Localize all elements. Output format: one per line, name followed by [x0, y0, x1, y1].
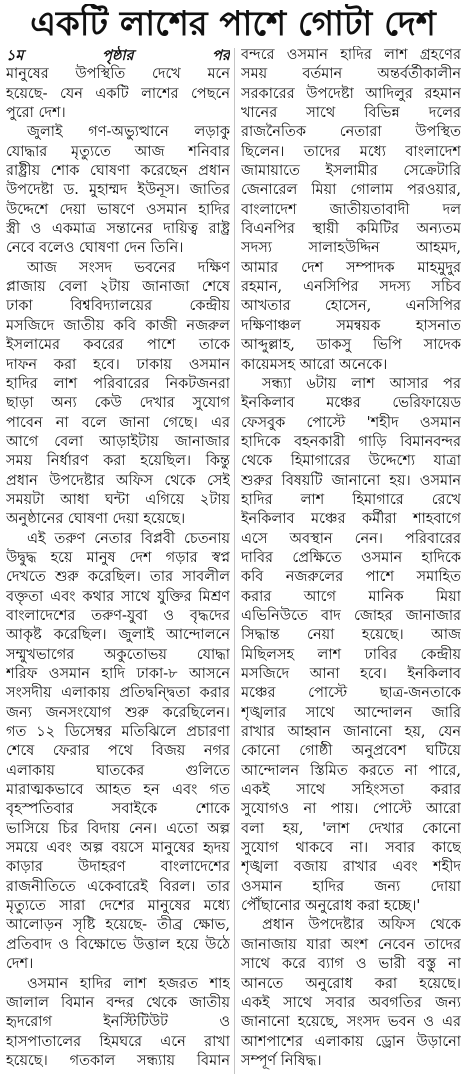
text-line-text: দেশ। — [6, 956, 34, 973]
text-line — [241, 259, 461, 278]
text-line-text: আমার দেশ সম্পাদক মাহমুদুর — [241, 259, 461, 276]
text-line-text: ঢাকা বিশ্ববিদ্যালয়ের কেন্দ্রীয় — [6, 298, 230, 315]
text-line — [241, 414, 461, 433]
text-line-text: আব্দুল্লাহ, ডাকসু ভিপি সাদেক — [241, 337, 461, 354]
text-line-text: কোনো গোষ্ঠী অনুপ্রবেশ ঘটিয়ে — [241, 743, 461, 760]
text-line — [6, 143, 230, 162]
text-line — [241, 646, 461, 665]
text-line-text: এভিনিউতে বাদ জোহর জানাজার — [241, 607, 461, 624]
text-line — [6, 201, 230, 220]
text-line — [6, 104, 230, 123]
text-line-text: মঞ্চের পোস্টে ছাত্র-জনতাকে — [241, 685, 461, 702]
text-line — [6, 220, 230, 239]
text-line — [6, 800, 230, 819]
text-line — [6, 433, 230, 452]
text-line — [6, 530, 230, 549]
text-line — [241, 781, 461, 800]
text-line-text: উপদেষ্টা ড. মুহাম্মদ ইউনূস। জাতির — [6, 182, 230, 199]
text-line — [241, 65, 461, 84]
text-line — [241, 433, 461, 452]
text-line — [6, 375, 230, 394]
text-line-text: সন্ধ্যা ৬টায় লাশ আসার পর — [262, 375, 461, 392]
text-line-text: ইনকিলাব মঞ্চের ভেরিফায়েড — [241, 395, 461, 412]
text-line-text: পৌঁছানোর অনুরোধ করা হচ্ছে।' — [241, 898, 421, 915]
text-line-text: জানানো হয়েছে, সংসদ ভবন ও এর — [241, 1014, 461, 1031]
text-line — [6, 356, 230, 375]
text-line-text: হাদিকে বহনকারী গাড়ি বিমানবন্দর — [241, 433, 461, 450]
text-line-text: সম্মুখভাগের অকুতোভয় যোদ্ধা — [6, 646, 230, 663]
text-line-text: বাংলাদেশের তরুণ-যুবা ও বৃদ্ধদের — [6, 607, 230, 624]
text-line-text: যোদ্ধার মৃত্যুতে আজ শনিবার — [6, 143, 230, 160]
text-line-text: নেবে বলেও ঘোষণা দেন তিনি। — [6, 240, 184, 257]
text-line — [241, 162, 461, 181]
text-line-text: সময়ে এবং অল্প বয়সে মানুষের হৃদয় — [6, 840, 230, 857]
text-line — [241, 510, 461, 529]
text-line — [6, 491, 230, 510]
text-line-text: কাড়ার উদাহরণ বাংলাদেশের — [6, 859, 230, 876]
text-line — [6, 568, 230, 587]
text-line-text: আকৃষ্ট করেছিল। জুলাই আন্দোলনে — [6, 627, 230, 644]
article-paragraph — [6, 530, 230, 975]
text-line — [241, 994, 461, 1013]
text-line — [241, 742, 461, 761]
text-line-text: সুযোগ থাকবে না। সবার কাছে — [241, 840, 461, 857]
text-line-text: দাবির প্রেক্ষিতে ওসমান হাদিকে — [241, 549, 461, 566]
headline-text: একটি লাশের পাশে গোটা দেশ — [30, 4, 436, 44]
text-line — [6, 162, 230, 181]
text-line — [6, 452, 230, 471]
text-line — [241, 104, 461, 123]
text-line-text: রাখার আহ্বান জানানো হয়, যেন — [241, 724, 461, 741]
text-line — [6, 704, 230, 723]
text-line-text: সময়টা আধা ঘন্টা এগিয়ে ২টায় — [6, 491, 230, 508]
text-line — [6, 123, 230, 142]
text-line — [6, 1013, 230, 1032]
text-line-text: অনুষ্ঠানের ঘোষণা দেয়া হয়েছে। — [6, 511, 186, 528]
text-line-text: আনতে অনুরোধ করা হয়েছে। — [241, 975, 461, 992]
text-line — [241, 955, 461, 974]
text-line — [241, 723, 461, 742]
text-line-text: দক্ষিণাঞ্চল সমন্বয়ক হাসনাত — [241, 317, 461, 334]
text-line — [6, 65, 230, 84]
text-line — [241, 820, 461, 839]
text-line — [6, 1033, 230, 1052]
text-line-text: ছাড়া অন্য কেউ দেখার সুযোগ — [6, 395, 230, 412]
text-line — [6, 1052, 230, 1071]
text-line-text: বন্দরে ওসমান হাদির লাশ গ্রহণের — [241, 47, 461, 63]
text-line — [241, 607, 461, 626]
text-line — [6, 181, 230, 200]
text-line-text: দেখতে শুরু করেছিল। তার সাবলীল — [6, 569, 230, 586]
article-paragraph — [241, 375, 461, 917]
text-line — [6, 336, 230, 355]
text-line-text: ফেসবুক পোস্টে 'শহীদ ওসমান — [241, 414, 461, 431]
text-line — [6, 85, 230, 104]
text-line-text: উদ্দেশে দেয়া ভাষণে ওসমান হাদির — [6, 201, 230, 218]
text-line-text: মানুষের উপস্থিতি দেখে মনে — [6, 66, 230, 83]
text-line — [241, 549, 461, 568]
text-line-text: শরিফ ওসমান হাদি ঢাকা-৮ আসনে — [6, 666, 230, 682]
text-line-text: হয়েছে- যেন একটি লাশের পেছনে — [6, 85, 230, 102]
text-line — [241, 123, 461, 142]
text-line-text: এসে অবস্থান নেন। পরিবারের — [241, 530, 461, 547]
text-line — [241, 394, 461, 413]
text-line-text: আজ সংসদ ভবনের দক্ষিণ — [27, 259, 230, 276]
text-line — [241, 839, 461, 858]
text-line — [241, 626, 461, 645]
text-line — [241, 181, 461, 200]
text-line-text: এলাকায় ঘাতকের গুলিতে — [6, 762, 230, 779]
text-line-text: জুলাই গণ-অভ্যুত্থানে লড়াকু — [27, 124, 230, 141]
text-line — [6, 936, 230, 955]
text-line-text: হয়েছে। গতকাল সন্ধ্যায় বিমান — [6, 1052, 230, 1069]
text-line — [6, 297, 230, 316]
text-line — [241, 336, 461, 355]
text-line — [6, 259, 230, 278]
text-line — [241, 800, 461, 819]
text-line-text: প্রতিবাদ ও বিক্ষোভে উত্তাল হয়ে উঠে — [6, 936, 230, 953]
text-line-text: জালাল বিমান বন্দর থেকে জাতীয় — [6, 994, 230, 1011]
text-line-text: করার আগে মানিক মিয়া — [241, 588, 461, 605]
text-line — [6, 394, 230, 413]
text-line-text: হাসপাতালের হিমঘরে এনে রাখা — [6, 1033, 230, 1050]
text-line-text: রাজনৈতিক নেতারা উপস্থিত — [241, 124, 461, 141]
text-line — [6, 472, 230, 491]
text-line-text: দাফন করা হবে। ঢাকায় ওসমান — [6, 356, 230, 373]
text-line — [241, 1013, 461, 1032]
text-line — [241, 491, 461, 510]
text-line — [6, 781, 230, 800]
text-line-text: উদ্বুদ্ধ হয়ে মানুষ দেশ গড়ার স্বপ্ন — [6, 549, 230, 566]
text-line-text: ভাসিয়ে চির বিদায় নেন। এতো অল্প — [6, 820, 230, 837]
text-line — [6, 897, 230, 916]
text-line — [241, 297, 461, 316]
text-line — [241, 897, 461, 916]
text-line-text: ইসলামের কবরের পাশে তাকে — [6, 337, 230, 354]
text-line — [241, 588, 461, 607]
text-line — [6, 994, 230, 1013]
text-line-text: শেষে ফেরার পথে বিজয় নগর — [6, 743, 230, 760]
text-line-text: হাদির লাশ হিমাগারে রেখে — [241, 491, 461, 508]
text-line-text: পাবেন না বলে জানা গেছে। এর — [6, 414, 230, 431]
text-line — [6, 665, 230, 684]
article-paragraph — [6, 65, 230, 123]
text-line-text: ওসমান হাদির জন্য দোয়া — [241, 878, 461, 895]
text-line — [241, 239, 461, 258]
text-line — [6, 762, 230, 781]
text-line-text: সময় বর্তমান অন্তর্বর্তীকালীন — [241, 66, 461, 83]
text-line — [6, 510, 230, 529]
text-line-text: জন্য জনসংযোগ শুরু করেছিলেন। — [6, 704, 230, 721]
article-column-left — [6, 46, 230, 1076]
text-line-text: বাংলাদেশ জাতীয়তাবাদী দল — [241, 201, 461, 218]
text-line-text: গত ১২ ডিসেম্বর মতিঝিলে প্রচারণা — [6, 724, 230, 741]
text-line — [241, 975, 461, 994]
text-line — [241, 916, 461, 935]
text-line-text: আগে বেলা আড়াইটায় জানাজার — [6, 433, 230, 450]
text-line-text: সিদ্ধান্ত নেয়া হয়েছে। আজ — [241, 627, 461, 644]
text-line-text: রাজনীতিতে একেবারেই বিরল। তার — [6, 878, 230, 895]
text-line-text: সংসদীয় এলাকায় প্রতিদ্বন্দ্বিতা করার — [6, 685, 230, 702]
text-line-text: ওসমান হাদির লাশ হজরত শাহ — [27, 975, 230, 992]
text-line-text: আলোড়ন সৃষ্টি হয়েছে- তীব্র ক্ষোভ, — [6, 917, 230, 934]
text-line-text: বক্তৃতা এবং কথার সাথে যুক্তির মিশ্রণ — [6, 588, 230, 605]
article-column-right — [241, 46, 461, 1076]
text-line — [241, 665, 461, 684]
text-line-text: আন্দোলন স্তিমিত করতে না পারে, — [241, 762, 461, 779]
text-line — [241, 85, 461, 104]
article-paragraph — [6, 123, 230, 258]
text-line-text: আখতার হোসেন, এনসিপির — [241, 298, 461, 315]
text-line — [6, 975, 230, 994]
text-line — [241, 936, 461, 955]
text-line-text: সময় নির্ধারণ করা হয়েছিল। কিন্তু — [6, 453, 230, 470]
text-line-text: সদস্য সালাহউদ্দিন আহমদ, — [241, 240, 461, 257]
text-line — [6, 878, 230, 897]
text-line — [241, 375, 461, 394]
text-line-text: শুরুর বিষয়টি জানানো হয়। ওসমান — [241, 472, 461, 489]
text-line-text: হৃদরোগ ইনস্টিটিউট ও — [6, 1014, 230, 1031]
text-line-text: জেনারেল মিয়া গোলাম পরওয়ার, — [241, 182, 461, 199]
text-line-text: থেকে হিমাগারের উদ্দেশ্যে যাত্রা — [241, 453, 461, 470]
text-line-text: প্রধান উপদেষ্টার অফিস থেকে সেই — [6, 472, 230, 489]
continued-from-page-label — [6, 46, 230, 65]
text-line-text: ইনকিলাব মঞ্চের কর্মীরা শাহবাগে — [241, 511, 461, 528]
text-line — [6, 742, 230, 761]
column-divider — [234, 48, 235, 1074]
text-line-text: প্লাজায় বেলা ২টায় জানাজা শেষে — [6, 279, 230, 296]
text-line-text: মসজিদে জাতীয় কবি কাজী নজরুল — [6, 317, 230, 334]
text-line — [6, 723, 230, 742]
text-line — [241, 46, 461, 65]
text-line — [6, 588, 230, 607]
text-line — [241, 704, 461, 723]
headline — [0, 4, 466, 44]
text-line — [6, 278, 230, 297]
text-line — [241, 878, 461, 897]
text-line-text: সরকারের উপদেষ্টা আদিলুর রহমান — [241, 85, 461, 102]
text-line-text: হাদির লাশ পরিবারের নিকটজনরা — [6, 375, 230, 392]
text-line-text: বিএনপির স্থায়ী কমিটির অন্যতম — [241, 221, 461, 238]
text-line-text: জামায়াতে ইসলামীর সেক্রেটারি — [241, 163, 461, 180]
text-line — [6, 839, 230, 858]
text-line — [241, 762, 461, 781]
text-line-text: খানের সাথে বিভিন্ন দলের — [241, 105, 461, 122]
text-line — [6, 820, 230, 839]
text-line — [241, 568, 461, 587]
article-paragraph — [6, 975, 230, 1072]
text-line-text: বৃহস্পতিবার সবাইকে শোকে — [6, 801, 230, 818]
text-line-text: স্ত্রী ও একমাত্র সন্তানের দায়িত্ব রাষ্ট্র — [6, 221, 230, 238]
text-line-text: ছিলেন। তাদের মধ্যে বাংলাদেশ — [241, 143, 461, 160]
text-line — [6, 955, 230, 974]
text-line-text: সুযোগও না পায়। পোস্টে আরো — [241, 801, 461, 818]
text-line — [6, 239, 230, 258]
text-line-text: আশপাশের এলাকায় ড্রোন উড়ানো — [241, 1033, 461, 1050]
text-line-text: মিছিলসহ লাশ ঢাবির কেন্দ্রীয় — [241, 646, 461, 663]
text-line — [241, 1052, 461, 1071]
text-line — [241, 1033, 461, 1052]
text-line-text: রাষ্ট্রীয় শোক ঘোষণা করেছেন প্রধান — [6, 163, 230, 180]
text-line-text: বলা হয়, 'লাশ দেখার কোনো — [241, 820, 461, 837]
text-line — [6, 414, 230, 433]
text-line — [6, 607, 230, 626]
text-line-text: সাথে করে ব্যাগ ও ভারী বস্তু না — [241, 956, 461, 973]
text-line — [241, 317, 461, 336]
text-line — [241, 684, 461, 703]
text-line-text: মৃত্যুতে সারা দেশের মানুষের মধ্যে — [6, 898, 230, 915]
article-paragraph — [241, 916, 461, 1071]
text-line-text: এই তরুণ নেতার বিপ্লবী চেতনায় — [27, 530, 230, 547]
text-line — [241, 472, 461, 491]
text-line — [6, 916, 230, 935]
text-line-text: পুরো দেশ। — [6, 105, 66, 122]
text-line-text: জানাজায় যারা অংশ নেবেন তাদের — [241, 936, 461, 953]
text-line — [241, 201, 461, 220]
text-line-text: মারাত্মকভাবে আহত হন এবং গত — [6, 782, 230, 799]
text-line — [6, 684, 230, 703]
text-line-text: প্রধান উপদেষ্টার অফিস থেকে — [262, 917, 461, 934]
text-line — [6, 626, 230, 645]
text-line-text: মসজিদে আনা হবে। ইনকিলাব — [241, 666, 461, 682]
text-line-text: একই সাথে সহিংসতা করার — [241, 782, 461, 799]
text-line-text: রহমান, এনসিপির সদস্য সচিব — [241, 279, 461, 296]
continued-from-page-label-text: ১ম পৃষ্ঠার পর — [6, 47, 230, 64]
text-line-text: কায়েমসহ আরো অনেকে। — [241, 356, 388, 373]
text-line — [6, 858, 230, 877]
article-paragraph — [6, 259, 230, 530]
text-line — [6, 317, 230, 336]
text-line-text: শৃঙ্খলার সাথে আন্দোলন জারি — [241, 704, 461, 721]
text-line — [241, 356, 461, 375]
text-line — [241, 858, 461, 877]
text-line-text: একই সাথে সবার অবগতির জন্য — [241, 994, 461, 1011]
text-line — [241, 220, 461, 239]
text-line-text: শৃঙ্খলা বজায় রাখার এবং শহীদ — [241, 859, 461, 876]
text-line — [6, 549, 230, 568]
text-line-text: কবি নজরুলের পাশে সমাহিত — [241, 569, 461, 586]
text-line — [241, 143, 461, 162]
text-line-text: সম্পূর্ণ নিষিদ্ধ। — [241, 1052, 322, 1069]
text-line — [6, 646, 230, 665]
article-paragraph — [241, 46, 461, 375]
text-line — [241, 530, 461, 549]
text-line — [241, 452, 461, 471]
text-line — [241, 278, 461, 297]
